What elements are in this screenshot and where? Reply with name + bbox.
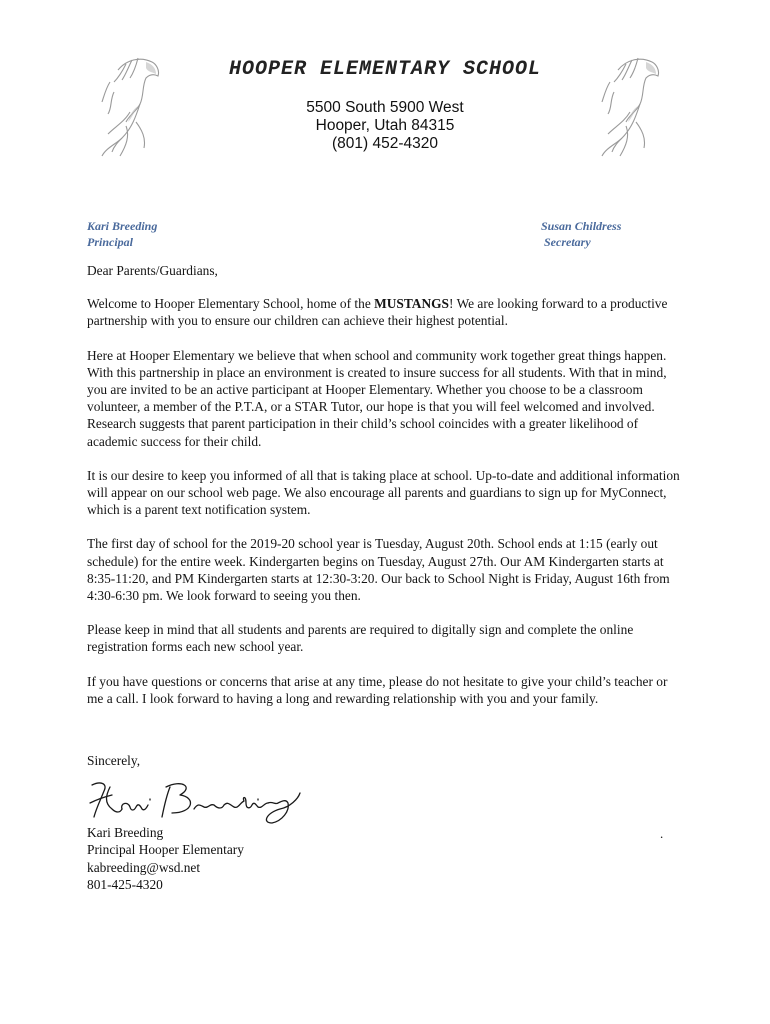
secretary-title: Secretary (544, 235, 591, 249)
principal-block (87, 218, 157, 250)
handwritten-signature (86, 773, 306, 829)
paragraph-registration: Please keep in mind that all students and parents are required to digitally sign and complete the online registration forms each new school year. (87, 622, 634, 655)
paragraph-partnership: Here at Hooper Elementary we believe that when school and community work together great things happen. With this partnership in place an environment is created to insure success for all students. With that in mind, you are invited to be an active participant at Hooper Elementary. Whether you choose to be a classroom volunteer, a member of the P.T.A, or a STAR Tutor, our hope is that you will feel welcomed and involved. Research suggests that parent participation in their child’s school coincides with a greater likelihood of academic success for their child. (87, 347, 667, 449)
secretary-block (541, 218, 621, 250)
address-line-2: Hooper, Utah 84315 (315, 117, 455, 134)
principal-title: Principal (87, 235, 134, 249)
salutation: Dear Parents/Guardians, (87, 263, 218, 278)
secretary-name: Susan Childress (541, 219, 622, 233)
paragraph-information: It is our desire to keep you informed of all that is taking place at school. Up-to-date and additional information will appear on our school web page. We also encourage all parents and guardians to sign up for MyConnect, which is a parent text notification system. (87, 467, 680, 518)
signer-phone: 801-425-4320 (87, 877, 163, 893)
closing-word: Sincerely, (87, 753, 141, 768)
signer-title: Principal Hooper Elementary (87, 842, 244, 858)
stray-mark: . (660, 826, 664, 841)
signature-block (87, 824, 244, 894)
paragraph-welcome (87, 295, 687, 329)
paragraph-contact: If you have questions or concerns that arise at any time, please do not hesitate to give your child’s teacher or me a call. I look forward to having a long and rewarding relationship with you and your family. (87, 673, 668, 706)
principal-name: Kari Breeding (87, 219, 158, 233)
school-name: HOOPER ELEMENTARY SCHOOL (228, 58, 542, 81)
letter-body (87, 262, 687, 724)
welcome-text-end: ! We are looking forward to a productive partnership with you to ensure our children can achieve their highest potential. (87, 296, 668, 329)
school-address (0, 99, 770, 153)
welcome-text-start: Welcome to Hooper Elementary School, home of the (87, 296, 375, 312)
paragraph-schedule: The first day of school for the 2019-20 school year is Tuesday, August 20th. School ends at 1:15 (early out schedule) for the entire week. Kindergarten begins on Tuesday, August 27th. Our AM Kindergarten starts at 8:35-11:20, and PM Kindergarten starts at 12:30-3:20. Our back to School Night is Friday, August 16th from 4:30-6:30 pm. We look forward to seeing you then. (87, 536, 670, 604)
school-phone: (801) 452-4320 (332, 135, 438, 152)
address-line-1: 5500 South 5900 West (306, 99, 464, 116)
mascot-name: MUSTANGS (374, 296, 450, 312)
signer-email: kabreeding@wsd.net (87, 859, 201, 875)
signer-name: Kari Breeding (87, 825, 164, 840)
